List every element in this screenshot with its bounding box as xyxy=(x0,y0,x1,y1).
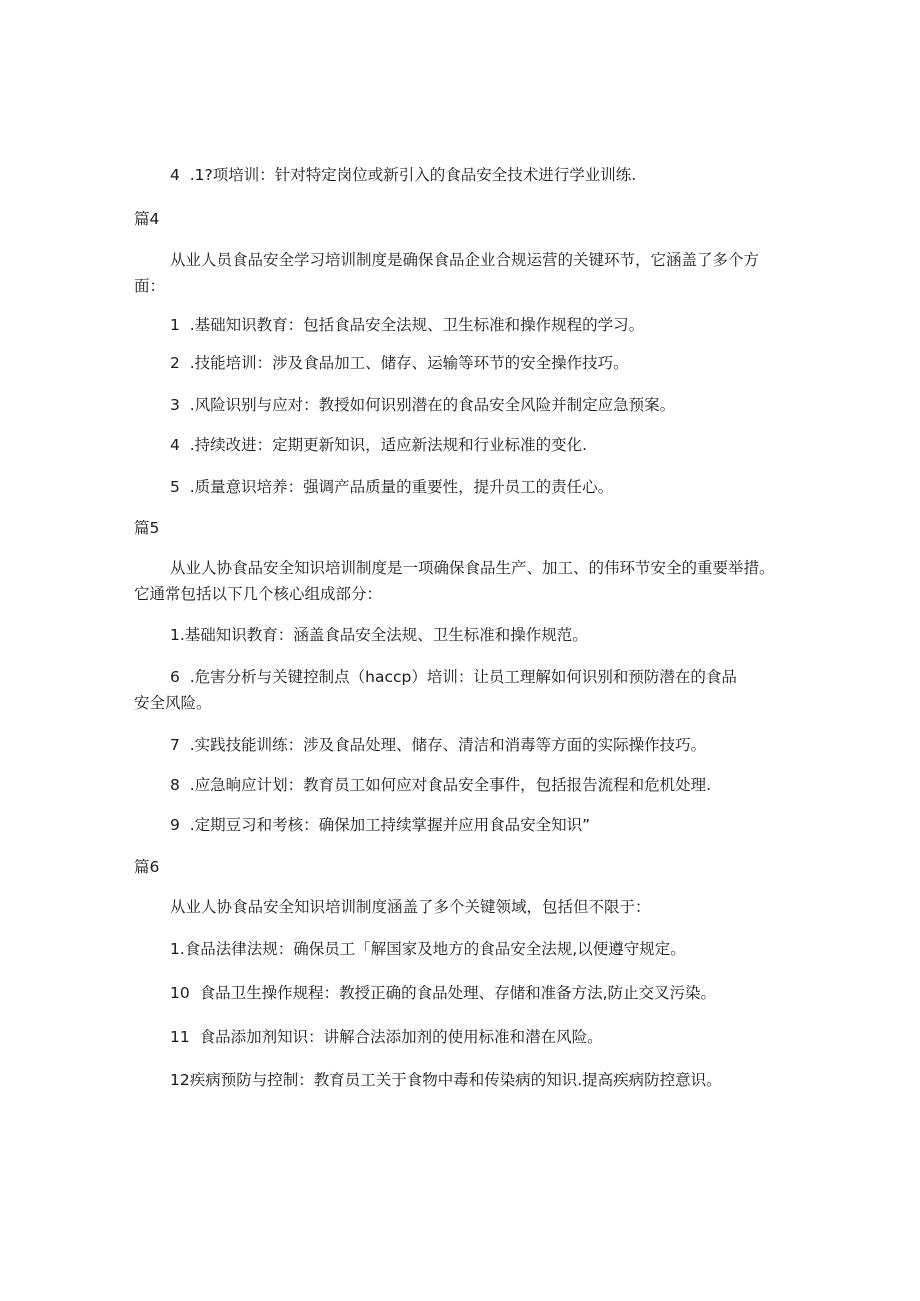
section-heading: 篇4 xyxy=(134,210,160,228)
list-item: 11 食品添加剂知识：讲解合法添加剂的使用标准和潜在风险。 xyxy=(170,1028,603,1046)
section-heading: 篇5 xyxy=(134,519,160,537)
list-item: 1 .基础知识教育：包括食品安全法规、卫生标准和操作规程的学习。 xyxy=(170,316,645,334)
list-item: 8 .应急晌应计划：教育员工如何应对食品安全事件，包括报告流程和危机处理. xyxy=(170,776,712,794)
list-item: 6 .危害分析与关键控制点（haccp）培训：让员工理解如何识别和预防潜在的食品 xyxy=(170,668,737,686)
list-item: 3 .风险识别与应对：教授如何识别潜在的食品安全风险并制定应急预案。 xyxy=(170,396,676,414)
list-item: 10 食品卫生操作规程：教授正确的食品处理、存储和准备方法,防止交叉污染。 xyxy=(170,984,717,1002)
paragraph: 从业人员食品安全学习培训制度是确保食品企业合规运营的关键环节，它涵盖了多个方面： xyxy=(134,251,760,295)
section-heading: 篇6 xyxy=(134,858,160,876)
list-item: 9 .定期豆习和考核：确保加工持续掌握并应用食品安全知识” xyxy=(170,816,591,834)
paragraph: 从业人协食品安全知识培训制度是一项确保食品生产、加工、的伟环节安全的重要举措。它通常包括以下几个核心组成部分： xyxy=(134,559,775,603)
list-item: 7 .实践技能训练：涉及食品处理、储存、清洁和消毒等方面的实际操作技巧。 xyxy=(170,736,707,754)
list-item: 12疾病预防与控制：教育员工关于食物中毒和传染病的知识.提高疾病防控意识。 xyxy=(170,1071,722,1089)
list-item-continuation: 安全风险。 xyxy=(134,694,212,712)
list-item: 1.食品法律法规：确保员工「解国家及地方的食品安全法规,以便遵守规定。 xyxy=(170,940,686,958)
list-item: 2 .技能培训：涉及食品加工、储存、运输等环节的安全操作技巧。 xyxy=(170,354,629,372)
list-item: 1.基础知识教育：涵盖食品安全法规、卫生标准和操作规范。 xyxy=(170,626,588,644)
list-item: 4 .1?项培训：针对特定岗位或新引入的食品安全技术进行学业训练. xyxy=(170,166,637,184)
list-item: 4 .持续改进：定期更新知识，适应新法规和行业标准的变化. xyxy=(170,436,588,454)
list-item: 5 .质量意识培养：强调产品质量的重要性，提升员工的责任心。 xyxy=(170,478,614,496)
paragraph: 从业人协食品安全知识培训制度涵盖了多个关键领域，包括但不限于： xyxy=(170,898,651,916)
